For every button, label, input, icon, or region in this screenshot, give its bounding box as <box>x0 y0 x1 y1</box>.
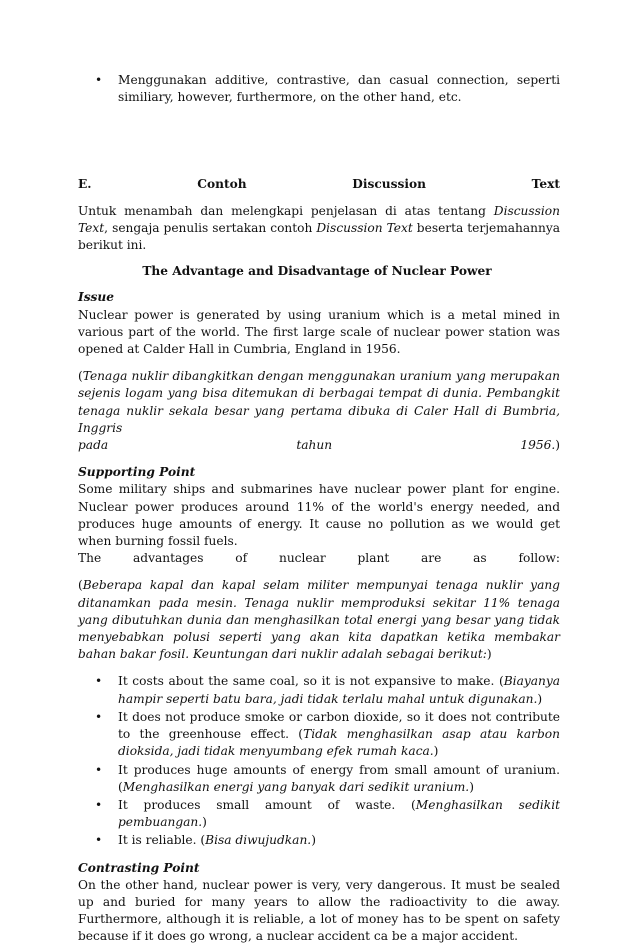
paren: ( <box>78 369 83 384</box>
issue-translation <box>78 368 560 437</box>
section-letter: E. <box>78 177 92 192</box>
issue-paragraph: Nuclear power is generated by using uranium which is a metal mined in various part of the world. The first large scale of nuclear power station was opened at Calder Hall in Cumbria, England in 1956. <box>78 307 560 357</box>
supporting-paragraph-last-line: The advantages of nuclear plant are as follow: <box>78 551 560 566</box>
section-word-contoh: Contoh <box>197 177 247 192</box>
paren: ( <box>78 578 83 593</box>
paren: ) <box>486 647 492 662</box>
section-heading-e <box>78 176 560 193</box>
intro-term: Discussion Text <box>78 203 560 235</box>
intro-paragraph <box>78 203 560 255</box>
intro-term: Discussion Text <box>316 220 413 235</box>
translation-text: Beberapa kapal dan kapal selam militer mempunyai tenaga nuklir yang ditanamkan pada mesin. Tenaga nuklir memproduksi sekitar 11% tenaga yang dibutuhkan dunia dan menghasilkan total energi yang besar yang tidak menyebabkan polusi seperti yang akan kita dapatkan ketika membakar bahan bakar fosil. Keuntungan dari nuklir adalah sebagai berikut: <box>78 578 560 662</box>
intro-text: Untuk menambah dan melengkapi penjelasan di atas tentang <box>78 203 494 218</box>
list-item: • It costs about the same coal, so it is not expansive to make. (Biayanya hampir seperti batu bara, jadi tidak terlalu mahal untuk digunakan.) <box>78 673 560 707</box>
list-item: • It is reliable. (Bisa diwujudkan.) <box>78 832 560 849</box>
supporting-paragraph: Some military ships and submarines have nuclear power plant for engine. Nuclear power produces around 11% of the world's energy needed, and produces huge amounts of energy. It cause no pollution as we would get when burning fossil fuels. <box>78 482 560 549</box>
list-item: • It does not produce smoke or carbon dioxide, so it does not contribute to the greenhouse effect. (Tidak menghasilkan asap atau karbon dioksida, jadi tidak menyumbang efek rumah kaca.) <box>78 709 560 761</box>
list-item: • Menggunakan additive, contrastive, dan casual connection, seperti similiary, however, furthermore, on the other hand, etc. <box>78 72 560 106</box>
contrasting-label: Contrasting Point <box>78 860 200 875</box>
list-item: • It produces small amount of waste. (Menghasilkan sedikit pembuangan.) <box>78 797 560 831</box>
essay-title: The Advantage and Disadvantage of Nuclear Power <box>142 264 492 279</box>
issue-translation-last-line <box>78 437 560 454</box>
connection-bullet-list <box>78 72 560 106</box>
contrasting-paragraph: On the other hand, nuclear power is very, very dangerous. It must be sealed up and buried for many years to allow the radioactivity to die away. Furthermore, although it is reliable, a lot of money has to be spent on safety because if it does go wrong, a nuclear accident ca be a major accident. <box>78 877 560 944</box>
translation-text: Tenaga nuklir dibangkitkan dengan menggunakan uranium yang merupakan sejenis logam yang bisa ditemukan di berbagai tempat di dunia. Pembangkit tenaga nuklir sekala besar yang pertama dibuka di Caler Hall di Bumbria, Inggris <box>78 369 560 435</box>
supporting-label: Supporting Point <box>78 465 196 480</box>
intro-text: beserta terjemahannya berikut ini. <box>78 220 561 253</box>
translation-text: pada tahun 1956. <box>78 438 556 453</box>
advantages-list <box>78 673 560 849</box>
issue-label: Issue <box>78 290 115 305</box>
intro-text: , sengaja penulis sertakan contoh <box>104 220 317 235</box>
section-word-text: Text <box>531 177 560 192</box>
list-item: • It produces huge amounts of energy from small amount of uranium. (Menghasilkan energi yang banyak dari sedikit uranium.) <box>78 762 560 796</box>
supporting-translation <box>78 577 560 663</box>
section-word-discussion: Discussion <box>352 177 426 192</box>
paren: ) <box>555 438 560 453</box>
